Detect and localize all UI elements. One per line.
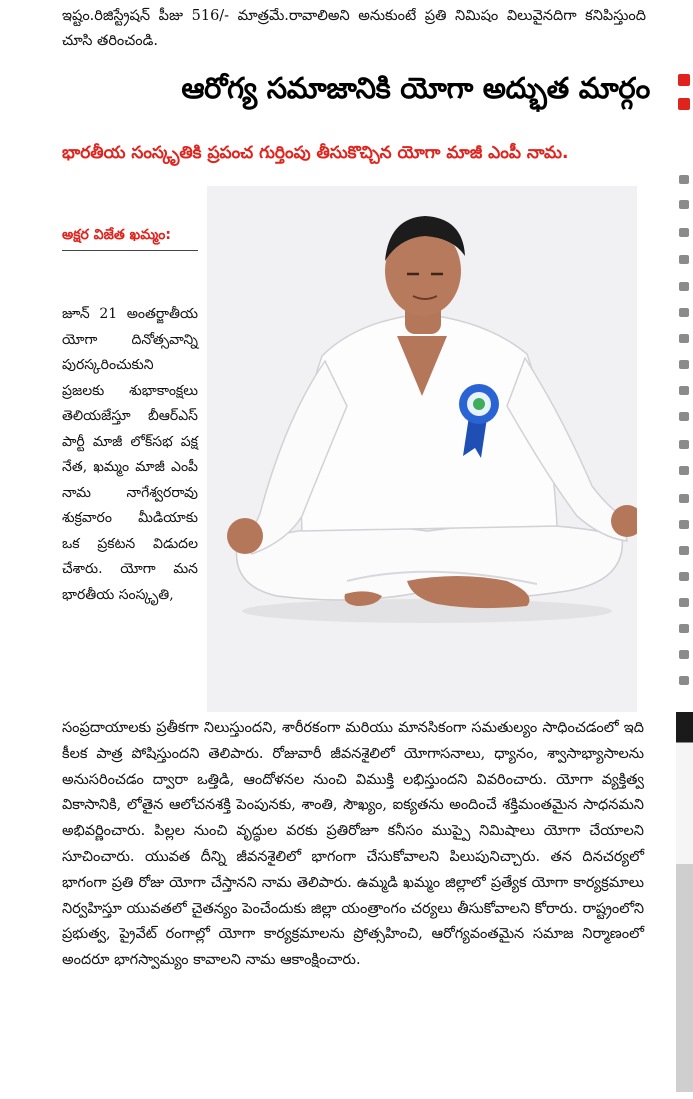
adjacent-photo bbox=[676, 712, 693, 1092]
article-subheadline: భారతీయ సంస్కృతికి ప్రపంచ గుర్తింపు తీసుకొచ్చిన యోగా మాజీ ఎంపీ నామ. bbox=[62, 143, 569, 163]
article-byline: అక్షర విజేత ఖమ్మం: bbox=[62, 222, 198, 251]
article-photo bbox=[207, 186, 637, 712]
previous-article-text: ఇష్టం.రిజిస్ట్రేషన్ పీజు 516/- మాత్రమే.రావాలిఅని అనుకుంటే ప్రతి నిమిషం విలువైనదిగా కనిపిస్తుంది చూసి తరించండి. bbox=[62, 8, 646, 49]
article-headline: ఆరోగ్య సమాజానికి యోగా అద్భుత మార్గం bbox=[181, 71, 650, 105]
article-column-text: జూన్ 21 అంతర్జాతీయ యోగా దినోత్సవాన్ని పురస్కరించుకుని ప్రజలకు శుభాకాంక్షలు తెలియజేస్తూ బీఆర్ఎస్ పార్టీ మాజీ లోక్‌సభ పక్ష నేత, ఖమ్మం మాజీ ఎంపీ నామ నాగేశ్వరరావు శుక్రవారం మీడియాకు ఒక ప్రకటన విడుదల చేశారు. యోగా మన భారతీయ సంస్కృతి, bbox=[62, 306, 198, 603]
article-body-text: సంప్రదాయాలకు ప్రతీకగా నిలుస్తుందని, శారీరకంగా మరియు మానసికంగా సమతుల్యం సాధించడంలో ఇది కీలక పాత్ర పోషిస్తుందని తెలిపారు. రోజువారీ జీవనశైలిలో యోగాసనాలు, ధ్యానం, శ్వాసాభ్యాసాలను అనుసరించడం ద్వారా ఒత్తిడి, ఆందోళనల నుంచి విముక్తి లభిస్తుందని వివరించారు. యోగా వ్యక్తిత్వ వికాసానికి, లోతైన ఆలోచనశక్తి పెంపునకు, శాంతి, సౌఖ్యం, ఐక్యతను అందించే శక్తిమంతమైన సాధనమని అభివర్ణించారు. పిల్లల నుంచి వృద్ధుల వరకు ప్రతిరోజూ కనీసం ముప్పై నిమిషాలు యోగా చేయాలని సూచించారు. యువత దీన్ని జీవనశైలిలో భాగంగా చేసుకోవాలని పిలుపునిచ్చారు. తన దినచర్యలో భాగంగా ప్రతి రోజు యోగా చేస్తానని నామ తెలిపారు. ఉమ్మడి ఖమ్మం జిల్లాలో ప్రత్యేక యోగా కార్యక్రమాలు నిర్వహిస్తూ యువతలో చైతన్యం పెంచేందుకు జిల్లా యంత్రాంగం చర్యలు తీసుకోవాలని కోరారు. రాష్ట్రంలోని ప్రభుత్వ, ప్రైవేట్ రంగాల్లో యోగా కార్యక్రమాలను ప్రోత్సహించి, ఆరోగ్యవంతమైన సమాజ నిర్మాణంలో అందరూ భాగస్వామ్యం కావాలని నామ ఆకాంక్షించారు. bbox=[62, 720, 644, 969]
adjacent-column-edge bbox=[676, 0, 693, 1099]
meditating-man-illustration bbox=[207, 186, 637, 712]
